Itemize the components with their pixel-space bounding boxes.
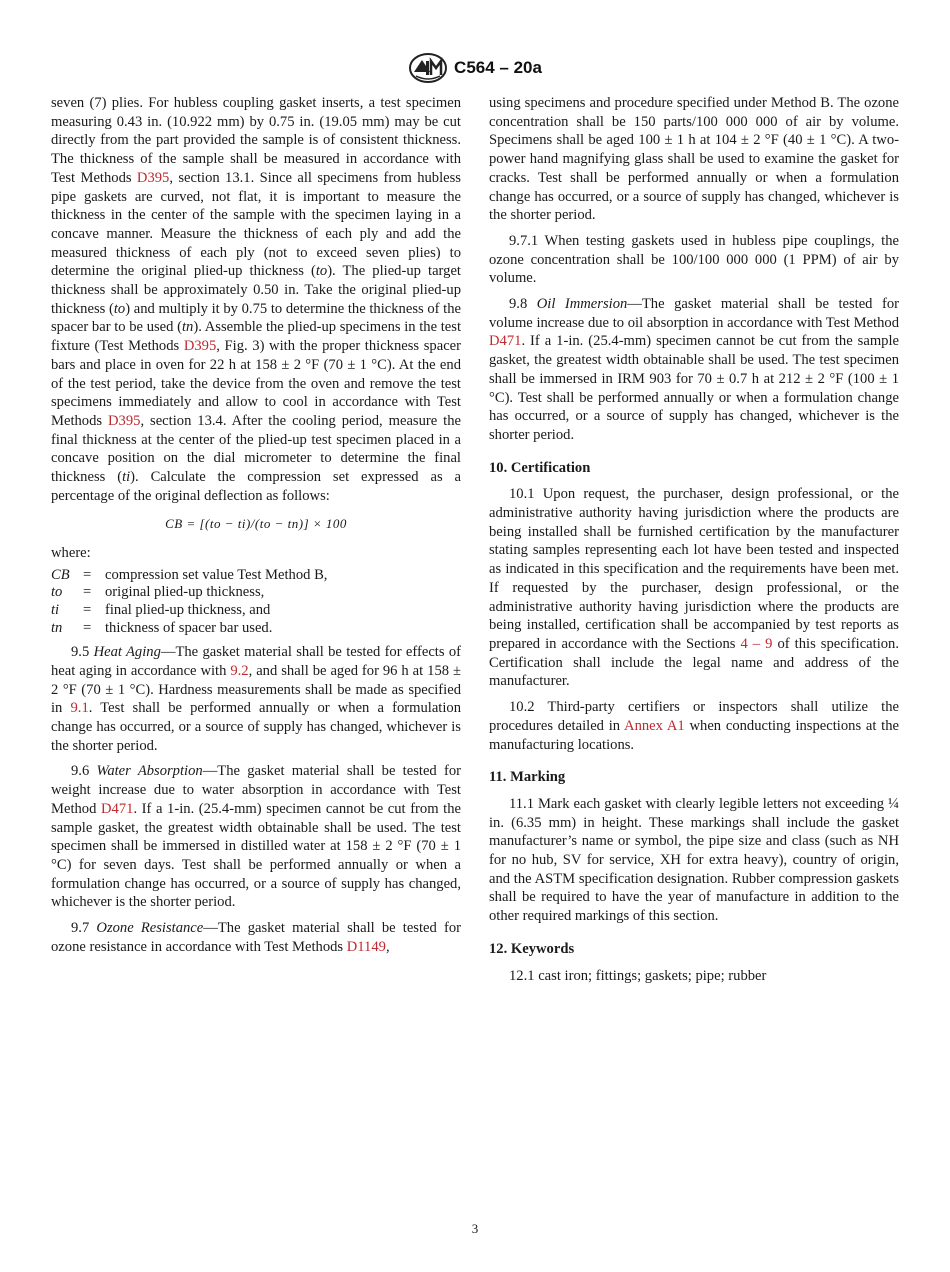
right-column [489,94,899,992]
variable-row: CB = compression set value Test Method B, [51,566,328,583]
compression-set-equation: CB = [(to − ti)/(to − tn)] × 100 [165,516,347,532]
link-d471[interactable]: D471 [489,333,522,350]
section-9-7-ozone-resistance: 9.7 Ozone Resistance—The gasket material shall be tested for ozone resistance in accordance with Test Methods D1149, [51,920,461,955]
heading-marking: 11. Marking [489,769,566,786]
link-9-1[interactable]: 9.1 [70,700,89,717]
link-d1149[interactable]: D1149 [346,938,386,955]
section-10-1: 10.1 Upon request, the purchaser, design professional, or the administrative authority having jurisdiction where the products are being installed shall be furnished certification by the manufacturer stating samples representing each lot have been tested and inspected as indicated in this specification and the requirements have been met. If requested by the purchaser, design professional, or the administrative authority having jurisdiction where the products are being installed, certification shall be accompanied by test reports as prepared in accordance with the Sections 4 – 9 of this specification. Certification shall include the legal name and address of the manufacturer. [489,486,899,690]
heading-keywords: 12. Keywords [489,940,575,957]
continued-paragraph: seven (7) plies. For hubless coupling gasket inserts, a test specimen measuring 0.43 in. (10.922 mm) by 0.75 in. (19.05 mm) may be cut directly from the part provided the sample is of consistent thickness. The thickness of the sample shall be measured in accordance with Test Methods D395, section 13.1. Since all specimens from hubless pipe gaskets are curved, not flat, it is important to measure the thickness in the center of the sample with the specimen laying in a concave manner. Measure the thickness of each ply and add the measured thickness of each ply (not to exceed seven plies) to determine the original plied-up thickness (to). The plied-up target thickness shall be approximately 0.50 in. Take the original plied-up thickness (to) and multiply it by 0.75 to determine the thickness of the spacer bar to be used (tn). Assemble the plied-up specimens in the test fixture (Test Methods D395, Fig. 3) with the proper thickness spacer bars and place in oven for 22 h at 158 ± 2 °F (70 ± 1 °C). At the end of the test period, take the device from the oven and remove the test specimens immediately and allow to cool in accordance with Test Methods D395, section 13.4. After the cooling period, measure the final thickness at the center of the plied-up test specimen placed in a concave position on the dial micrometer to determine the final thickness (ti). Calculate the compression set expressed as a percentage of the original deflection as follows: [51,95,462,504]
page-number: 3 [471,1221,479,1236]
section-9-7-1: 9.7.1 When testing gaskets used in hubless pipe couplings, the ozone concentration shall be 100/100 000 000 (1 PPM) of air by volume. [489,232,899,287]
section-9-5-heat-aging: 9.5 Heat Aging—The gasket material shall be tested for effects of heat aging in accordance with 9.2, and shall be aged for 96 h at 158 ± 2 °F (70 ± 1 °C). Hardness measurements shall be made as specified in 9.1. Test shall be performed annually or when a formulation change has occurred, or a source of supply has changed, whichever is the shorter period. [51,644,462,754]
astm-logo-icon [408,52,448,84]
page-header [0,52,950,89]
where-label: where: [51,545,91,562]
link-d395[interactable]: D395 [183,338,217,355]
section-9-6-water-absorption: 9.6 Water Absorption—The gasket material shall be tested for weight increase due to water absorption in accordance with Test Method D471. If a 1-in. (25.4-mm) specimen cannot be cut from the sample gasket, the greatest width obtainable shall be used. The test specimen shall be immersed in distilled water at 158 ± 2 °F (70 ± 1 °C) for seven days. Test shall be performed annually or when a formulation change has occurred, or a source of supply has changed, whichever is the shorter period. [51,763,461,911]
continued-paragraph: using specimens and procedure specified under Method B. The ozone concentration shall be 150 parts/100 000 000 of air by volume. Specimens shall be aged 100 ± 1 h at 104 ± 2 °F (40 ± 1 °C). A two-power hand magnifying glass shall be used to examine the gasket for cracks. Test shall be performed annually or when a formulation change has occurred, or a source of supply has changed, whichever is the shorter period. [489,95,899,224]
section-11-1: 11.1 Mark each gasket with clearly legible letters not exceeding ¼ in. (6.35 mm) in height. These markings shall include the gasket manufacturer’s name or symbol, the pipe size and class (such as NH for no hub, SV for service, XH for extra heavy), country of origin, and the ASTM specification designation. Rubber compression gaskets shall be required to have the year of manufacture in addition to the other required markings of this section. [489,795,899,925]
section-12-1: 12.1 cast iron; fittings; gaskets; pipe; rubber [509,967,767,984]
variable-row: tn = thickness of spacer bar used. [51,619,273,636]
link-9-2[interactable]: 9.2 [230,662,249,679]
link-d395[interactable]: D395 [108,412,141,429]
link-d471[interactable]: D471 [101,800,134,817]
link-sections-4-9[interactable]: 4 – 9 [740,635,773,652]
link-d395[interactable]: D395 [136,169,170,186]
heading-certification: 10. Certification [489,459,591,476]
variable-row: to = original plied-up thickness, [51,584,265,601]
variable-row: ti = final plied-up thickness, and [51,602,271,619]
standard-designation: C564 – 20a [454,58,542,77]
left-column [51,94,461,964]
link-annex-a1[interactable]: Annex A1 [624,717,685,734]
section-9-8-oil-immersion: 9.8 Oil Immersion—The gasket material shall be tested for volume increase due to oil absorption in accordance with Test Method D471. If a 1-in. (25.4-mm) specimen cannot be cut from the sample gasket, the greatest width obtainable shall be used. The test specimen shall be immersed in IRM 903 for 70 ± 0.7 h at 212 ± 2 °F (100 ± 1 °C). Test shall be performed annually or when a formulation change has occurred, or a source of supply has changed, whichever is the shorter period. [489,296,899,443]
variable-list [51,567,461,637]
section-10-2: 10.2 Third-party certifiers or inspectors shall utilize the procedures detailed in Annex A1 when conducting inspections at the manufacturing locations. [489,699,899,753]
